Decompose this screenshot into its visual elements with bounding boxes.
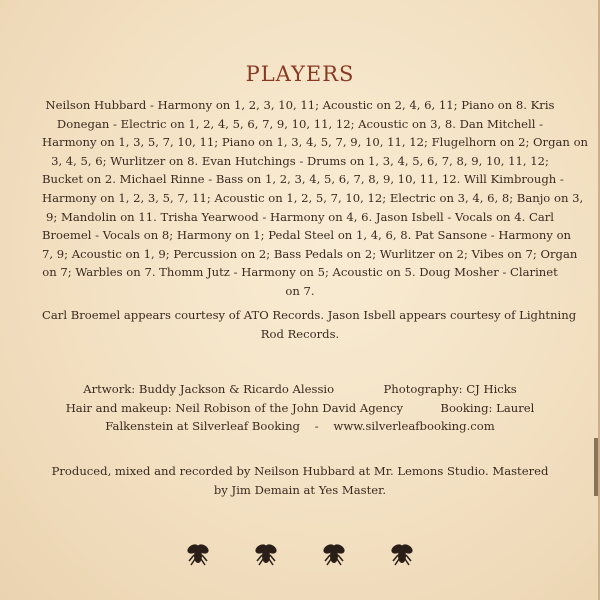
production-line: Produced, mixed and recorded by Neilson Hubbard at Mr. Lemons Studio. Mastered [51, 464, 549, 478]
booking-credit-continued: Falkenstein at Silverleaf Booking [105, 419, 300, 434]
credit-line: 3, 4, 5, 6; Wurlitzer on 8. Evan Hutchings - Drums on 1, 3, 4, 5, 6, 7, 8, 9, 10, 11, 12; [51, 153, 549, 168]
bee-icon [389, 542, 415, 566]
bee-ornaments [0, 542, 600, 566]
credit-line: Neilson Hubbard - Harmony on 1, 2, 3, 10, 11; Acoustic on 2, 4, 6, 11; Piano on 8. Kris [45, 98, 555, 112]
separator-dash: - [314, 419, 319, 434]
booklet-spine [594, 438, 598, 496]
credit-line: on 7; Warbles on 7. Thomm Jutz - Harmony on 5; Acoustic on 5. Doug Mosher - Clarinet [42, 265, 558, 280]
players-credits [42, 96, 589, 301]
courtesy-line: Rod Records. [260, 326, 340, 341]
booking-credit: Booking: Laurel [440, 400, 535, 415]
credit-line: 7, 9; Acoustic on 1, 9; Percussion on 2; Bass Pedals on 2; Wurlitzer on 2; Vibes on 7; Organ [42, 246, 578, 261]
bee-icon [253, 542, 279, 566]
photography-credit: Photography: CJ Hicks [383, 382, 517, 396]
credit-line: Donegan - Electric on 1, 2, 4, 5, 6, 7, 9, 10, 11, 12; Acoustic on 3, 8. Dan Mitchell - [56, 116, 544, 131]
production-line: by Jim Demain at Yes Master. [213, 482, 387, 497]
credit-line: Harmony on 1, 2, 3, 5, 7, 11; Acoustic on 1, 2, 5, 7, 10, 12; Electric on 3, 4, 6, 8; Banjo on 3, [42, 190, 584, 205]
artwork-credits [42, 380, 558, 436]
production-credits [42, 462, 558, 499]
bee-icon [321, 542, 347, 566]
page-title: PLAYERS [245, 62, 355, 86]
booking-website: www.silverleafbooking.com [333, 419, 495, 434]
credit-line: on 7. [285, 283, 315, 298]
credit-line: Harmony on 1, 3, 5, 7, 10, 11; Piano on 1, 3, 4, 5, 7, 9, 10, 11, 12; Flugelhorn on 2; Organ on [42, 135, 589, 150]
credit-line: Bucket on 2. Michael Rinne - Bass on 1, 2, 3, 4, 5, 6, 7, 8, 9, 10, 11, 12. Will Kimbrough - [42, 172, 564, 187]
hair-makeup-credit: Hair and makeup: Neil Robison of the John David Agency [65, 400, 404, 415]
courtesy-note [42, 306, 577, 343]
credit-line: 9; Mandolin on 11. Trisha Yearwood - Harmony on 4, 6. Jason Isbell - Vocals on 4. Carl [46, 209, 554, 224]
courtesy-line: Carl Broemel appears courtesy of ATO Records. Jason Isbell appears courtesy of Lightning [42, 308, 577, 322]
bee-icon [185, 542, 211, 566]
credit-line: Broemel - Vocals on 8; Harmony on 1; Pedal Steel on 1, 4, 6, 8. Pat Sansone - Harmony on [42, 228, 572, 243]
artwork-credit: Artwork: Buddy Jackson & Ricardo Alessio [83, 382, 335, 396]
